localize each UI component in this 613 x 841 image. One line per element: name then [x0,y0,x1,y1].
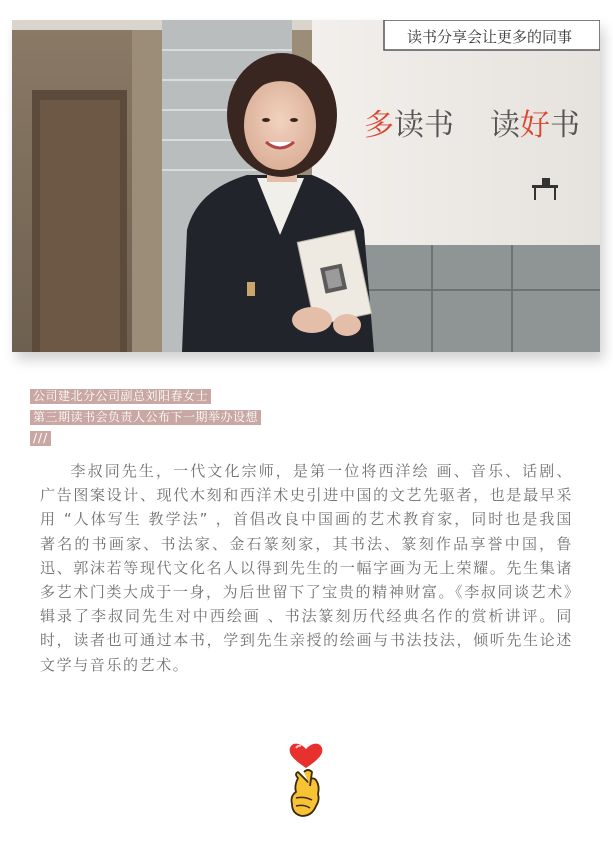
slogan-text-3: 书 [550,108,580,143]
slogan-text-1: 读书 [394,108,454,143]
article-paragraph-text: 李叔同先生，一代文化宗师，是第一位将西洋绘 画、音乐、话剧、广告图案设计、现代木刻和西洋术史引进中国的文艺先驱者，也是最早采用 “人体写生 教学法” ，首倡改良中国画的艺术教育家，同时也是我国著名的书画家、书法家、金石篆刻家，其书法、篆刻作品享誉中国，鲁迅、郭沫若等现代文化名人以得到先生的一幅字画为无上荣耀。先生集诸多艺术门类大成于一身，为后世留下了宝贵的精神财富。《李叔同谈艺术》辑录了李叔同先生对中西绘画 、书法篆刻历代经典名作的赏析讲评。同时，读者也可通过本书，学到先生亲授的绘画与书法技法，倾听先生论述文学与音乐的艺术。 [40,462,573,674]
caption-line-2: 第三期读书会负责人公布下一期举办设想 [30,410,261,425]
slogan-text-2: 读 [490,108,520,143]
caption-line-1: 公司建北分公司副总刘阳春女士 [30,389,211,404]
caption-separator: /// [30,431,51,446]
article-paragraph [40,459,573,677]
slogan-accent-2: 好 [520,108,550,143]
speaker-photo [12,20,600,352]
banner-text: 读书分享会让更多的同事 [407,28,573,46]
slogan-accent-1: 多 [364,108,394,143]
heart-fingers-icon [284,742,328,822]
